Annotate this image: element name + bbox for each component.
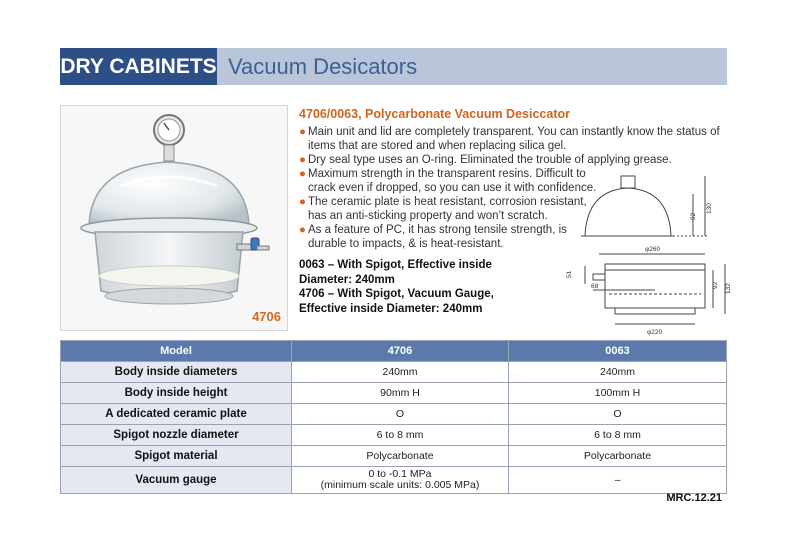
- gauge-scale: (minimum scale units: 0.005 MPa): [320, 479, 480, 491]
- variant-item: 4706 – With Spigot, Vacuum Gauge, Effective inside Diameter: 240mm: [299, 288, 494, 315]
- dim-body-height: 92: [712, 281, 719, 289]
- row-label: A dedicated ceramic plate: [61, 404, 292, 425]
- page-header: [60, 48, 727, 85]
- table-cell: 90mm H: [292, 383, 509, 404]
- table-cell: Polycarbonate: [292, 446, 509, 467]
- table-header: 0063: [509, 341, 727, 362]
- variant-list: [299, 258, 499, 316]
- table-header: 4706: [292, 341, 509, 362]
- table-cell: 240mm: [292, 362, 509, 383]
- table-row: [61, 425, 727, 446]
- row-label: Body inside height: [61, 383, 292, 404]
- table-cell: 6 to 8 mm: [292, 425, 509, 446]
- row-label: Body inside diameters: [61, 362, 292, 383]
- list-item: ● Maximum strength in the transparent resins. Difficult to crack even if dropped, so you can use it with confidence.: [299, 168, 597, 194]
- dim-spigot-width: 68: [591, 283, 599, 290]
- table-row: [61, 383, 727, 404]
- table-cell: O: [509, 404, 727, 425]
- table-row: [61, 404, 727, 425]
- list-item: ● Dry seal type uses an O-ring. Eliminated the trouble of applying grease.: [299, 154, 672, 166]
- bullet-icon: ●: [299, 196, 306, 208]
- dimension-drawing: [555, 174, 735, 336]
- gauge-range: 0 to -0.1 MPa: [368, 468, 432, 480]
- catalog-code: MRC.12.21: [666, 492, 722, 504]
- dim-lid-height: 92: [690, 212, 697, 220]
- spec-table: [60, 340, 727, 494]
- row-label: Vacuum gauge: [61, 467, 292, 494]
- table-row: [61, 446, 727, 467]
- product-code-label: 4706: [252, 309, 281, 324]
- bullet-icon: ●: [299, 126, 306, 138]
- dim-top-diameter: φ260: [645, 246, 661, 253]
- table-cell: 6 to 8 mm: [509, 425, 727, 446]
- row-label: Spigot nozzle diameter: [61, 425, 292, 446]
- section-subtitle: Vacuum Desicators: [228, 54, 418, 79]
- bullet-icon: ●: [299, 154, 306, 166]
- product-photo: [60, 105, 288, 331]
- dim-spigot-height: 51: [566, 270, 573, 278]
- bullet-icon: ●: [299, 168, 306, 180]
- dim-base-diameter: φ220: [647, 329, 663, 336]
- row-label: Spigot material: [61, 446, 292, 467]
- list-item: ● The ceramic plate is heat resistant, corrosion resistant, has an anti-sticking property and won’t scratch.: [299, 196, 587, 222]
- table-cell: Polycarbonate: [509, 446, 727, 467]
- dim-total-body: 132: [725, 283, 732, 294]
- variant-item: 0063 – With Spigot, Effective inside Diameter: 240mm: [299, 259, 492, 286]
- vacuum-desiccator-illustration: [61, 106, 287, 330]
- table-cell: O: [292, 404, 509, 425]
- table-row: [61, 467, 727, 494]
- list-item: ● As a feature of PC, it has strong tensile strength, is durable to impacts, & is heat-resistant.: [299, 224, 567, 250]
- dim-total-lid: 130: [706, 203, 713, 214]
- bullet-icon: ●: [299, 224, 306, 236]
- table-header-row: [61, 341, 727, 362]
- product-title: 4706/0063, Polycarbonate Vacuum Desiccator: [299, 107, 570, 121]
- table-header: Model: [61, 341, 292, 362]
- table-cell: 240mm: [509, 362, 727, 383]
- table-cell: 100mm H: [509, 383, 727, 404]
- list-item: ● Main unit and lid are completely transparent. You can instantly know the status of items that are stored and when replacing silica gel.: [299, 126, 720, 152]
- table-cell: –: [509, 467, 727, 494]
- table-cell: [292, 467, 509, 494]
- category-title: DRY CABINETS: [60, 48, 217, 85]
- table-row: [61, 362, 727, 383]
